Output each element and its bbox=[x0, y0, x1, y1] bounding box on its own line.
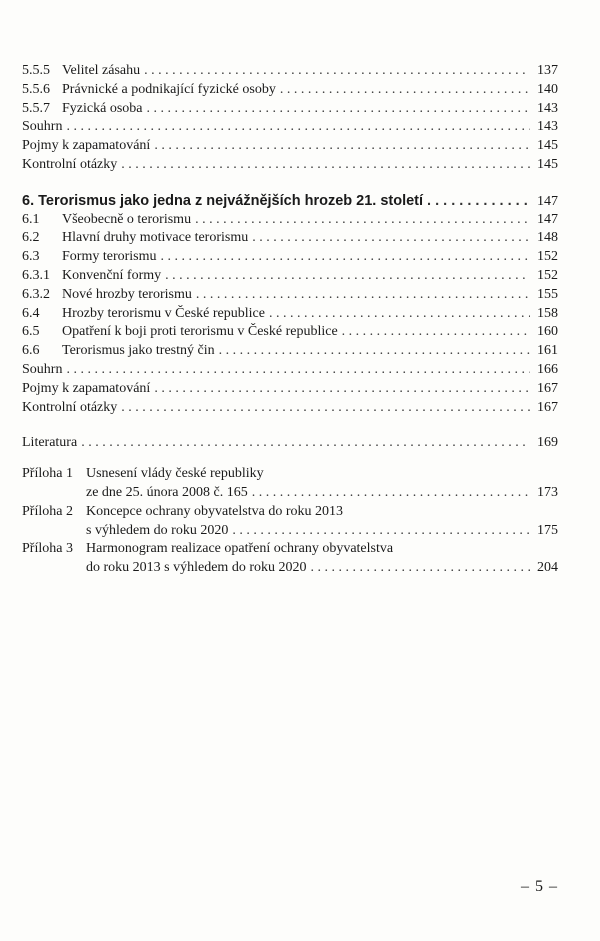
spacer bbox=[22, 417, 558, 434]
toc-entry-6-6[interactable] bbox=[22, 342, 558, 361]
entry-page: 147 bbox=[537, 193, 558, 209]
entry-page: 145 bbox=[537, 156, 558, 172]
leader-dots bbox=[66, 118, 530, 137]
priloha-title-line2: do roku 2013 s výhledem do roku 2020 bbox=[86, 560, 307, 576]
leader-dots bbox=[252, 484, 530, 503]
chapter-title: 6. Terorismus jako jedna z nejvážnějších hrozeb 21. století bbox=[22, 192, 424, 209]
entry-page: 147 bbox=[537, 211, 558, 227]
toc-entry-pojmy-5[interactable] bbox=[22, 137, 558, 156]
entry-page: 145 bbox=[537, 138, 558, 154]
toc-entry-6-5[interactable] bbox=[22, 323, 558, 342]
entry-page: 143 bbox=[537, 100, 558, 116]
entry-page: 148 bbox=[537, 230, 558, 246]
entry-title: Pojmy k zapamatování bbox=[22, 138, 151, 154]
entry-number: 5.5.7 bbox=[22, 100, 50, 116]
entry-page: 167 bbox=[537, 380, 558, 396]
entry-number: 6.4 bbox=[22, 305, 40, 321]
entry-title: Terorismus jako trestný čin bbox=[62, 343, 215, 359]
priloha-label: Příloha 1 bbox=[22, 466, 73, 482]
entry-page: 173 bbox=[537, 484, 558, 500]
entry-title: Souhrn bbox=[22, 119, 63, 135]
entry-page: 140 bbox=[537, 81, 558, 97]
leader-dots bbox=[121, 399, 530, 418]
toc-entry-6-2[interactable] bbox=[22, 229, 558, 248]
leader-dots bbox=[219, 342, 530, 361]
leader-dots bbox=[66, 361, 530, 380]
entry-page: 143 bbox=[537, 119, 558, 135]
entry-title: Pojmy k zapamatování bbox=[22, 380, 151, 396]
leader-dots bbox=[81, 434, 530, 453]
entry-title: Všeobecně o terorismu bbox=[62, 211, 192, 227]
leader-dots bbox=[310, 559, 530, 578]
entry-page: 137 bbox=[537, 63, 558, 78]
leader-dots bbox=[252, 229, 530, 248]
table-of-contents bbox=[22, 62, 558, 578]
toc-entry-souhrn-5[interactable] bbox=[22, 118, 558, 137]
toc-priloha-1-cont[interactable] bbox=[22, 484, 558, 503]
leader-dots bbox=[195, 211, 530, 230]
page-number: – 5 – bbox=[521, 878, 558, 895]
toc-entry-pojmy-6[interactable] bbox=[22, 380, 558, 399]
entry-title: Formy terorismu bbox=[62, 249, 157, 265]
leader-dots bbox=[342, 323, 530, 342]
entry-page: 158 bbox=[537, 305, 558, 321]
entry-page: 155 bbox=[537, 286, 558, 302]
priloha-title-line1: Koncepce ochrany obyvatelstva do roku 2013 bbox=[86, 503, 343, 519]
toc-priloha-3[interactable] bbox=[22, 540, 558, 559]
entry-number: 6.3.1 bbox=[22, 267, 50, 283]
toc-priloha-3-cont[interactable] bbox=[22, 559, 558, 578]
entry-page: 152 bbox=[537, 249, 558, 265]
leader-dots bbox=[427, 192, 530, 211]
entry-title: Opatření k boji proti terorismu v České republice bbox=[62, 324, 338, 340]
toc-entry-5-5-6[interactable] bbox=[22, 81, 558, 100]
leader-dots bbox=[196, 286, 530, 305]
entry-title: Právnické a podnikající fyzické osoby bbox=[62, 81, 276, 97]
toc-entry-souhrn-6[interactable] bbox=[22, 361, 558, 380]
entry-number: 6.3.2 bbox=[22, 286, 50, 302]
leader-dots bbox=[154, 380, 530, 399]
spacer bbox=[22, 175, 558, 192]
entry-number: 6.1 bbox=[22, 211, 40, 227]
toc-entry-6-3[interactable] bbox=[22, 248, 558, 267]
toc-entry-5-5-7[interactable] bbox=[22, 100, 558, 119]
entry-title: Hrozby terorismu v České republice bbox=[62, 305, 265, 321]
entry-title: Kontrolní otázky bbox=[22, 156, 118, 172]
entry-number: 5.5.5 bbox=[22, 63, 50, 78]
leader-dots bbox=[121, 156, 530, 175]
leader-dots bbox=[154, 137, 530, 156]
entry-number: 6.5 bbox=[22, 324, 40, 340]
entry-number: 5.5.6 bbox=[22, 81, 50, 97]
spacer bbox=[22, 453, 558, 465]
priloha-title-line1: Harmonogram realizace opatření ochrany obyvatelstva bbox=[86, 541, 394, 557]
entry-title: Velitel zásahu bbox=[62, 63, 141, 78]
leader-dots bbox=[161, 248, 531, 267]
entry-title: Literatura bbox=[22, 435, 78, 451]
entry-title: Nové hrozby terorismu bbox=[62, 286, 192, 302]
toc-entry-6-3-2[interactable] bbox=[22, 286, 558, 305]
leader-dots bbox=[280, 81, 530, 100]
toc-entry-6-4[interactable] bbox=[22, 305, 558, 324]
toc-entry-literatura[interactable] bbox=[22, 434, 558, 453]
priloha-title-line2: ze dne 25. února 2008 č. 165 bbox=[86, 484, 248, 500]
entry-number: 6.3 bbox=[22, 249, 40, 265]
entry-page: 166 bbox=[537, 361, 558, 377]
leader-dots bbox=[165, 267, 530, 286]
entry-number: 6.6 bbox=[22, 343, 40, 359]
leader-dots bbox=[146, 100, 530, 119]
leader-dots bbox=[232, 522, 530, 541]
entry-page: 204 bbox=[537, 560, 558, 576]
leader-dots bbox=[144, 62, 530, 81]
priloha-title-line1: Usnesení vlády české republiky bbox=[86, 466, 264, 482]
entry-page: 161 bbox=[537, 343, 558, 359]
toc-entry-5-5-5[interactable] bbox=[22, 62, 558, 81]
entry-title: Hlavní druhy motivace terorismu bbox=[62, 230, 249, 246]
entry-page: 175 bbox=[537, 522, 558, 538]
toc-entry-otazky-6[interactable] bbox=[22, 399, 558, 418]
entry-title: Souhrn bbox=[22, 361, 63, 377]
toc-entry-6-3-1[interactable] bbox=[22, 267, 558, 286]
entry-number: 6.2 bbox=[22, 230, 40, 246]
priloha-label: Příloha 3 bbox=[22, 541, 73, 557]
entry-page: 167 bbox=[537, 399, 558, 415]
toc-priloha-2[interactable] bbox=[22, 503, 558, 522]
entry-page: 160 bbox=[537, 324, 558, 340]
toc-chapter-6[interactable] bbox=[22, 192, 558, 211]
priloha-title-line2: s výhledem do roku 2020 bbox=[86, 522, 229, 538]
leader-dots bbox=[269, 305, 530, 324]
entry-title: Konvenční formy bbox=[62, 267, 162, 283]
entry-title: Kontrolní otázky bbox=[22, 399, 118, 415]
toc-entry-otazky-5[interactable] bbox=[22, 156, 558, 175]
toc-entry-6-1[interactable] bbox=[22, 211, 558, 230]
toc-priloha-1[interactable] bbox=[22, 465, 558, 484]
entry-page: 152 bbox=[537, 267, 558, 283]
priloha-label: Příloha 2 bbox=[22, 503, 73, 519]
entry-page: 169 bbox=[537, 435, 558, 451]
toc-priloha-2-cont[interactable] bbox=[22, 522, 558, 541]
entry-title: Fyzická osoba bbox=[62, 100, 143, 116]
